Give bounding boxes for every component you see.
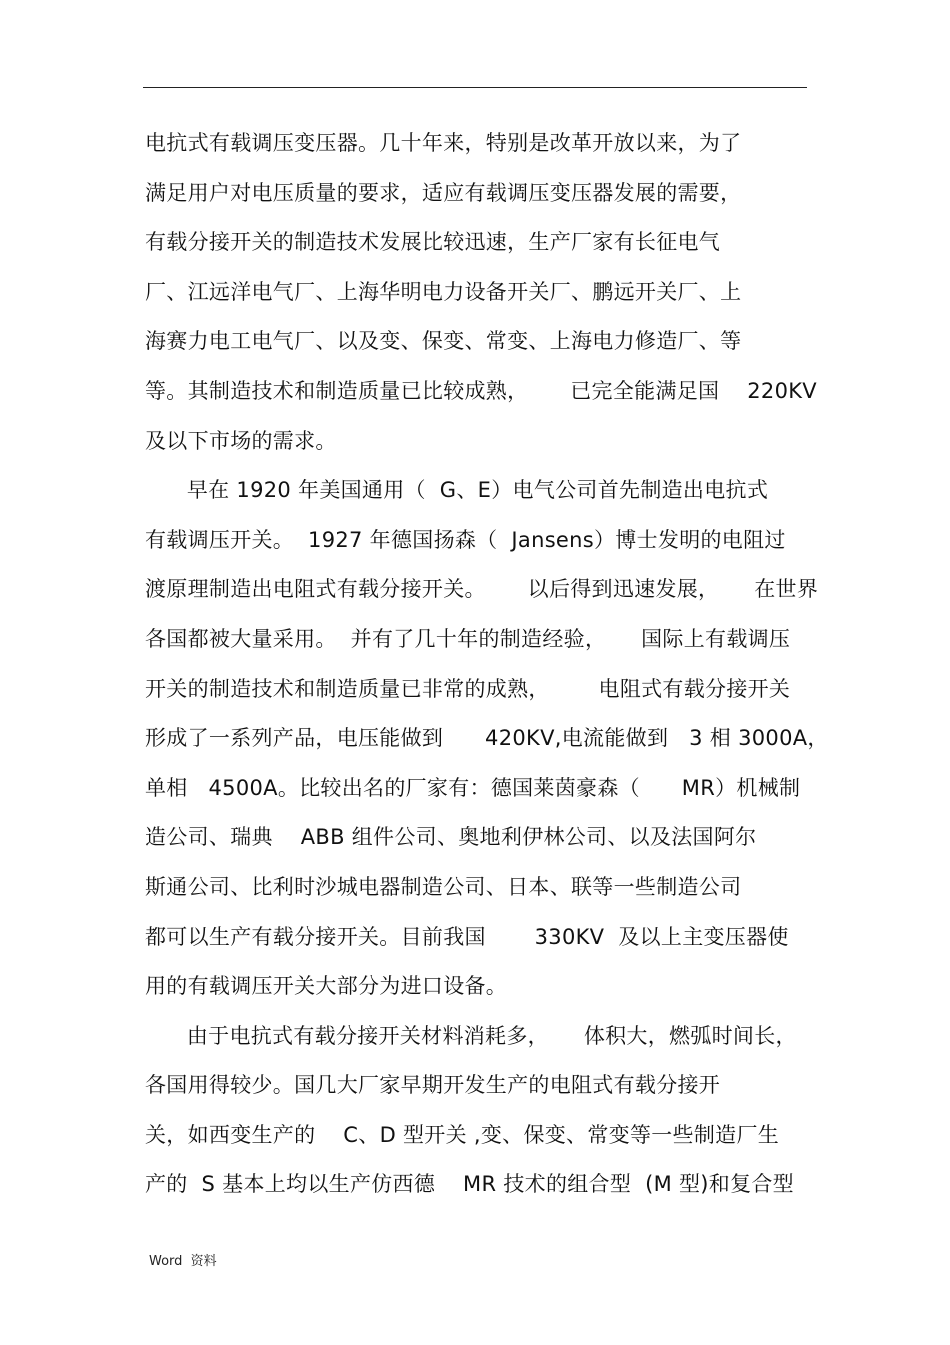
text-line: 及以下市场的需求。 — [145, 428, 337, 453]
header-rule — [143, 87, 807, 88]
text-line: 等。其制造技术和制造质量已比较成熟， 已完全能满足国 220KV — [145, 378, 817, 403]
text-line: 产的 S 基本上均以生产仿西德 MR 技术的组合型 (M 型)和复合型 — [145, 1172, 794, 1197]
footer-label: Word 资料 — [149, 1254, 217, 1269]
text-line: 早在 1920 年美国通用（ G、E）电气公司首先制造出电抗式 — [145, 478, 769, 503]
text-line: 有载分接开关的制造技术发展比较迅速，生产厂家有长征电气 — [145, 230, 721, 255]
text-line: 满足用户对电压质量的要求，适应有载调压变压器发展的需要， — [145, 180, 742, 205]
text-line: 有载调压开关。 1927 年德国扬森（ Jansens）博士发明的电阻过 — [145, 527, 786, 552]
document-body — [145, 124, 829, 1215]
text-line: 用的有载调压开关大部分为进口设备。 — [145, 974, 508, 999]
text-line: 厂、江远洋电气厂、上海华明电力设备开关厂、鹏远开关厂、上 — [145, 279, 742, 304]
text-line: 单相 4500A。比较出名的厂家有：德国莱茵豪森（ MR）机械制 — [145, 775, 801, 800]
text-line: 斯通公司、比利时沙城电器制造公司、日本、联等一些制造公司 — [145, 874, 742, 899]
text-line: 各国用得较少。国几大厂家早期开发生产的电阻式有载分接开 — [145, 1073, 721, 1098]
text-line: 造公司、瑞典 ABB 组件公司、奥地利伊林公司、以及法国阿尔 — [145, 825, 757, 850]
text-line: 都可以生产有载分接开关。目前我国 330KV 及以上主变压器使 — [145, 924, 789, 949]
text-line: 电抗式有载调压变压器。几十年来，特别是改革开放以来，为了 — [145, 131, 742, 155]
text-line: 海赛力电工电气厂、以及变、保变、常变、上海电力修造厂、等 — [145, 329, 742, 354]
text-line: 形成了一系列产品，电压能做到 420KV,电流能做到 3 相 3000A， — [145, 726, 829, 751]
text-line: 各国都被大量采用。 并有了几十年的制造经验， 国际上有载调压 — [145, 626, 791, 651]
text-line: 开关的制造技术和制造质量已非常的成熟， 电阻式有载分接开关 — [145, 676, 791, 701]
text-line: 由于电抗式有载分接开关材料消耗多， 体积大，燃弧时间长， — [145, 1023, 797, 1048]
text-line: 渡原理制造出电阻式有载分接开关。 以后得到迅速发展， 在世界 — [145, 577, 819, 602]
text-line: 关，如西变生产的 C、D 型开关 ,变、保变、常变等一些制造厂生 — [145, 1122, 780, 1147]
